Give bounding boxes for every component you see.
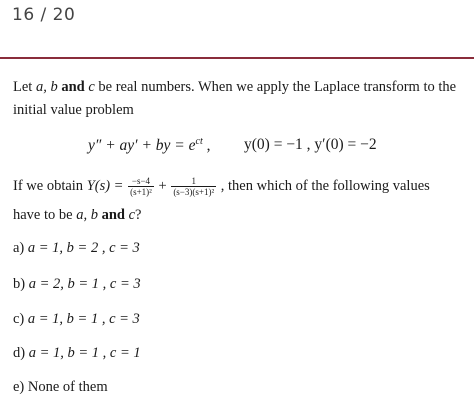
option-a-label: a) [13, 240, 25, 256]
option-a-text: a = 1, b = 2 , c = 3 [27, 240, 140, 256]
line4-and-word: and [97, 207, 129, 223]
page-counter: 16 / 20 [12, 5, 76, 25]
option-e-text: None of them [27, 379, 108, 395]
option-c-label: c) [13, 311, 25, 327]
line4-var-ab: a, b [76, 207, 98, 223]
question-line-3 [13, 176, 430, 197]
initial-conditions: y(0) = −1 , y′(0) = −2 [244, 136, 377, 153]
var-c: c [88, 79, 95, 95]
fraction-1 [128, 176, 154, 197]
fraction-1-numerator: −s−4 [128, 176, 154, 187]
intro-text: Let [13, 79, 36, 95]
option-b[interactable] [13, 276, 141, 293]
option-b-label: b) [13, 276, 26, 292]
option-c[interactable] [13, 311, 140, 328]
question-line-4 [13, 206, 141, 224]
header-divider [0, 57, 474, 59]
line4-text: have to be [13, 207, 77, 223]
option-d-label: d) [13, 345, 26, 361]
ode-text: y″ + ay′ + by = e [88, 137, 196, 155]
option-c-text: a = 1, b = 1 , c = 3 [27, 311, 140, 327]
ode-exponent: ct [195, 136, 203, 147]
intro-text-rest: be real numbers. When we apply the Laplace transform to the [94, 79, 457, 95]
ode-equation [88, 136, 210, 155]
and-word: and [57, 79, 89, 95]
if-text: If we obtain [13, 177, 87, 194]
option-e-label: e) [13, 379, 25, 395]
option-d[interactable] [13, 345, 141, 362]
fraction-2-denominator: (s−3)(s+1)² [173, 187, 215, 197]
plus-sign: + [154, 177, 171, 194]
option-b-text: a = 2, b = 1 , c = 3 [28, 276, 141, 292]
var-ab: a, b [35, 79, 58, 95]
page-header [0, 0, 474, 34]
line4-question-mark: ? [135, 207, 142, 223]
fraction-2-numerator: 1 [171, 176, 216, 187]
Ys-label: Y(s) = [86, 177, 128, 194]
question-line-2: initial value problem [13, 102, 134, 118]
ode-comma: , [202, 137, 211, 155]
fraction-1-denominator: (s+1)² [130, 187, 152, 197]
option-a[interactable] [13, 240, 140, 257]
then-text: , then which of the following values [217, 177, 430, 194]
question-line-1 [13, 78, 456, 96]
option-d-text: a = 1, b = 1 , c = 1 [28, 345, 141, 361]
fraction-2 [171, 176, 216, 197]
line4-var-c: c [128, 207, 136, 223]
option-e[interactable] [13, 379, 108, 396]
